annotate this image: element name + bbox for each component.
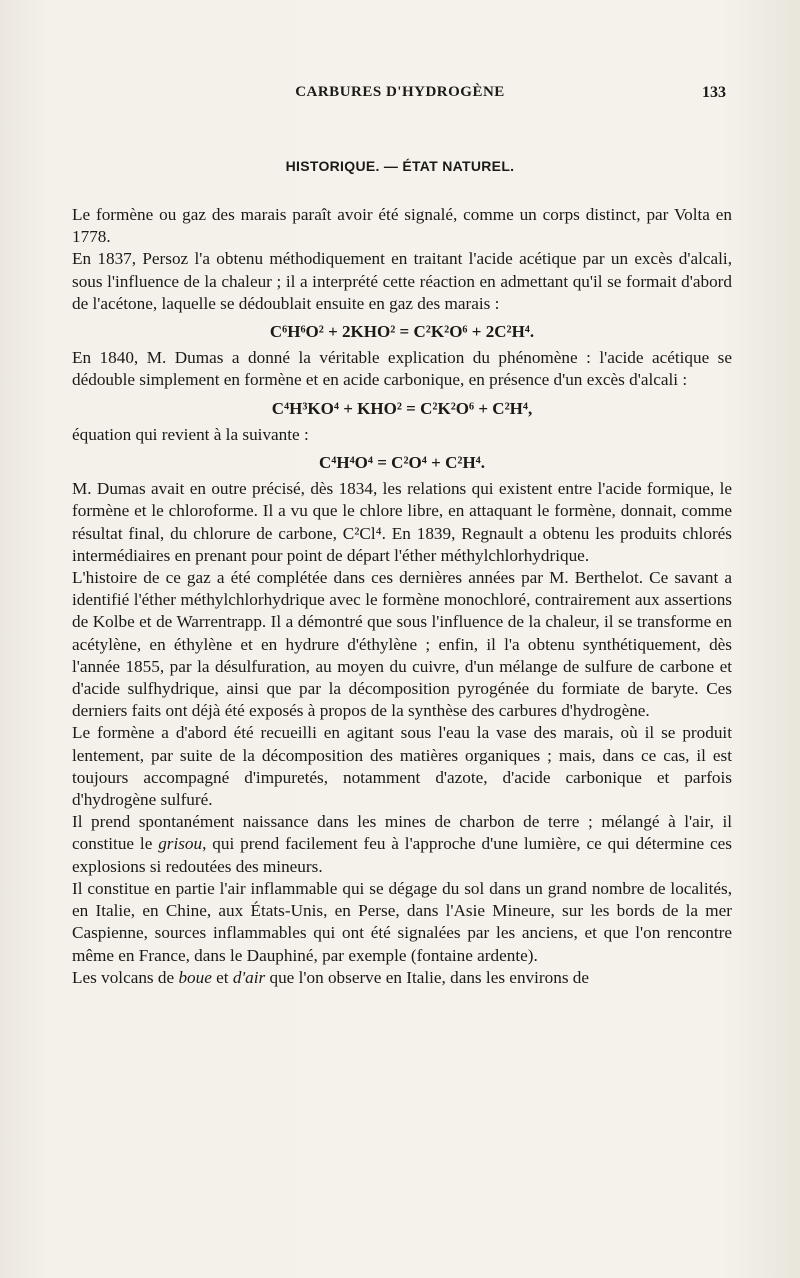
- text-run: Les volcans de: [72, 967, 179, 987]
- paragraph: M. Dumas avait en outre précisé, dès 1834, les relations qui existent entre l'acide formique, le formène et le chloroforme. Il a vu que le chlore libre, en attaquant le formène, donnait, comme résultat final, du chlorure de carbone, C²Cl⁴. En 1839, Regnault a obtenu les produits chlorés intermédiaires en prenant pour point de départ l'éther méthylchlorhydrique.: [72, 479, 732, 565]
- paragraph: Le formène a d'abord été recueilli en agitant sous l'eau la vase des marais, où il se produit lentement, par suite de la décomposition des matières organiques ; mais, dans ce cas, il est toujours accompagné d'impuretés, notamment d'azote, d'acide carbonique et parfois d'hydrogène sulfuré.: [72, 723, 732, 810]
- italic-term: d'air: [232, 967, 266, 987]
- text-run: , qui prend facilement feu à l'approche d'une lumière, ce qui détermine ces explosions si redoutées des mineurs.: [72, 834, 732, 876]
- text-run: et: [211, 967, 233, 987]
- italic-term: grisou: [158, 834, 203, 854]
- page-number: 133: [702, 84, 726, 101]
- chemical-equation: C⁴H³KO⁴ + KHO² = C²K²O⁶ + C²H⁴,: [271, 398, 533, 418]
- paragraph: En 1840, M. Dumas a donné la véritable explication du phénomène : l'acide acétique se dédouble simplement en formène et en acide carbonique, en présence d'un excès d'alcali :: [72, 348, 732, 390]
- paragraph: [72, 811, 732, 878]
- paragraph: équation qui revient à la suivante :: [72, 424, 309, 444]
- italic-term: boue: [178, 967, 212, 987]
- paragraph: Il constitue en partie l'air inflammable qui se dégage du sol dans un grand nombre de localités, en Italie, en Chine, aux États-Unis, en Perse, dans l'Asie Mineure, sur les bords de la mer Caspienne, sources inflammables qui ont été signalées par les anciens, et que l'on rencontre même en France, dans le Dauphiné, par exemple (fontaine ardente).: [72, 878, 732, 965]
- body-text: [72, 204, 732, 989]
- paragraph: L'histoire de ce gaz a été complétée dans ces dernières années par M. Berthelot. Ce savant a identifié l'éther méthylchlorhydrique avec le formène monochloré, contrairement aux assertions de Kolbe et de Warrentrapp. Il a démontré que sous l'influence de la chaleur, il se transforme en acétylène, en éthylène et en hydrure d'éthylène ; enfin, il l'a obtenu synthétiquement, dès l'année 1855, par la désulfuration, au moyen du cuivre, d'un mélange de sulfure de carbone et d'acide sulfhydrique, ainsi que par la décomposition pyrogénée du formiate de baryte. Ces derniers faits ont déjà été exposés à propos de la synthèse des carbures d'hydrogène.: [72, 568, 732, 721]
- chemical-equation: C⁶H⁶O² + 2KHO² = C²K²O⁶ + 2C²H⁴.: [269, 322, 535, 342]
- running-header: [0, 84, 800, 104]
- running-title: CARBURES D'HYDROGÈNE: [295, 84, 505, 100]
- text-run: que l'on observe en Italie, dans les environs de: [265, 967, 590, 987]
- paragraph: En 1837, Persoz l'a obtenu méthodiquement en traitant l'acide acétique par un excès d'alcali, sous l'influence de la chaleur ; il a interprété cette réaction en admettant qu'il se formait d'abord de l'acétone, laquelle se dédoublait ensuite en gaz des marais :: [72, 249, 732, 313]
- chemical-equation: C⁴H⁴O⁴ = C²O⁴ + C²H⁴.: [318, 453, 486, 473]
- section-heading: HISTORIQUE. — ÉTAT NATUREL.: [285, 158, 515, 174]
- text-run: Il prend spontanément naissance dans les mines de charbon de terre ; mélangé à l'air, il constitue le: [72, 812, 732, 854]
- paragraph: Le formène ou gaz des marais paraît avoir été signalé, comme un corps distinct, par Volta en 1778.: [72, 205, 732, 247]
- paragraph: [72, 967, 732, 989]
